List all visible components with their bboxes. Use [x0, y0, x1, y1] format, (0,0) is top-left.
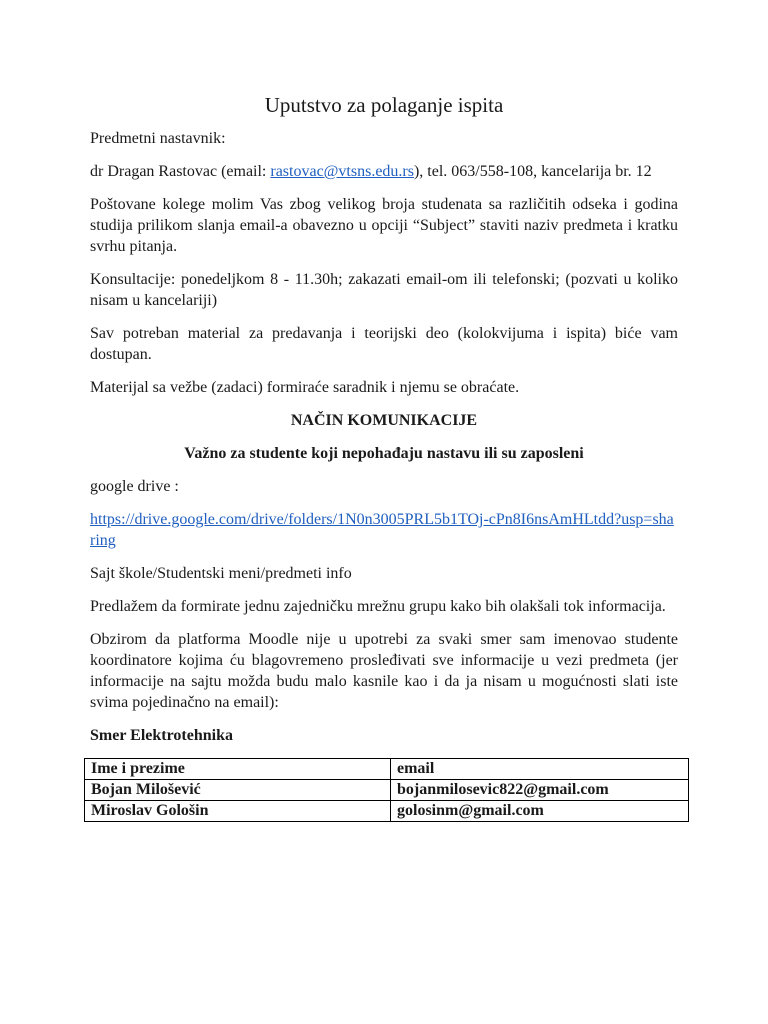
teacher-name-prefix: dr Dragan Rastovac (email: [90, 163, 271, 180]
header-email: email [391, 759, 689, 780]
drive-link[interactable]: https://drive.google.com/drive/folders/1N0n3005PRL5b1TOj-cPn8I6nsAmHLtdd?usp=sharing [90, 511, 674, 549]
consultation-info: Konsultacije: ponedeljkom 8 - 11.30h; zakazati email-om ili telefonski; (pozvati u koliko nisam u kancelariji) [90, 271, 678, 309]
cell-name: Bojan Milošević [85, 780, 391, 801]
cell-email: bojanmilosevic822@gmail.com [391, 780, 689, 801]
teacher-info [90, 161, 678, 182]
teacher-contact-suffix: ), tel. 063/558-108, kancelarija br. 12 [413, 163, 652, 180]
drive-label: google drive : [90, 478, 179, 495]
important-heading: Važno za studente koji nepohađaju nastavu ili su zaposleni [184, 445, 584, 462]
subject-instructions: Poštovane kolege molim Vas zbog velikog broja studenata sa različitih odseka i godina studija prilikom slanja email-a obavezno u opciji “Subject” staviti naziv predmeta i kratku svrhu pitanja. [90, 196, 678, 255]
exercises-info: Materijal sa vežbe (zadaci) formiraće saradnik i njemu se obraćate. [90, 379, 520, 396]
table-row [85, 780, 689, 801]
communication-heading: NAČIN KOMUNIKACIJE [290, 412, 478, 429]
document-page [90, 92, 678, 822]
header-name: Ime i prezime [85, 759, 391, 780]
teacher-email-link[interactable]: rastovac@vtsns.edu.rs [270, 163, 414, 180]
cell-name: Miroslav Gološin [85, 801, 391, 822]
document-title: Uputstvo za polaganje ispita [264, 93, 504, 117]
table-row [85, 801, 689, 822]
teacher-label: Predmetni nastavnik: [90, 130, 226, 147]
site-path: Sajt škole/Studentski meni/predmeti info [90, 565, 352, 582]
material-info: Sav potreban material za predavanja i teorijski deo (kolokvijuma i ispita) biće vam dostupan. [90, 325, 678, 363]
smer-heading: Smer Elektrotehnika [90, 727, 233, 744]
group-suggestion: Predlažem da formirate jednu zajedničku mrežnu grupu kako bih olakšali tok informacija. [90, 598, 666, 615]
table-header-row [85, 759, 689, 780]
drive-link-paragraph [90, 509, 678, 551]
moodle-info: Obzirom da platforma Moodle nije u upotrebi za svaki smer sam imenovao studente koordinatore kojima ću blagovremeno prosleđivati sve informacije u vezi predmeta (jer informacije na sajtu možda budu malo kasnile kao i da ja nisam u mogućnosti slati iste svima pojedinačno na email): [90, 631, 678, 711]
cell-email: golosinm@gmail.com [391, 801, 689, 822]
coordinators-table [84, 758, 689, 822]
